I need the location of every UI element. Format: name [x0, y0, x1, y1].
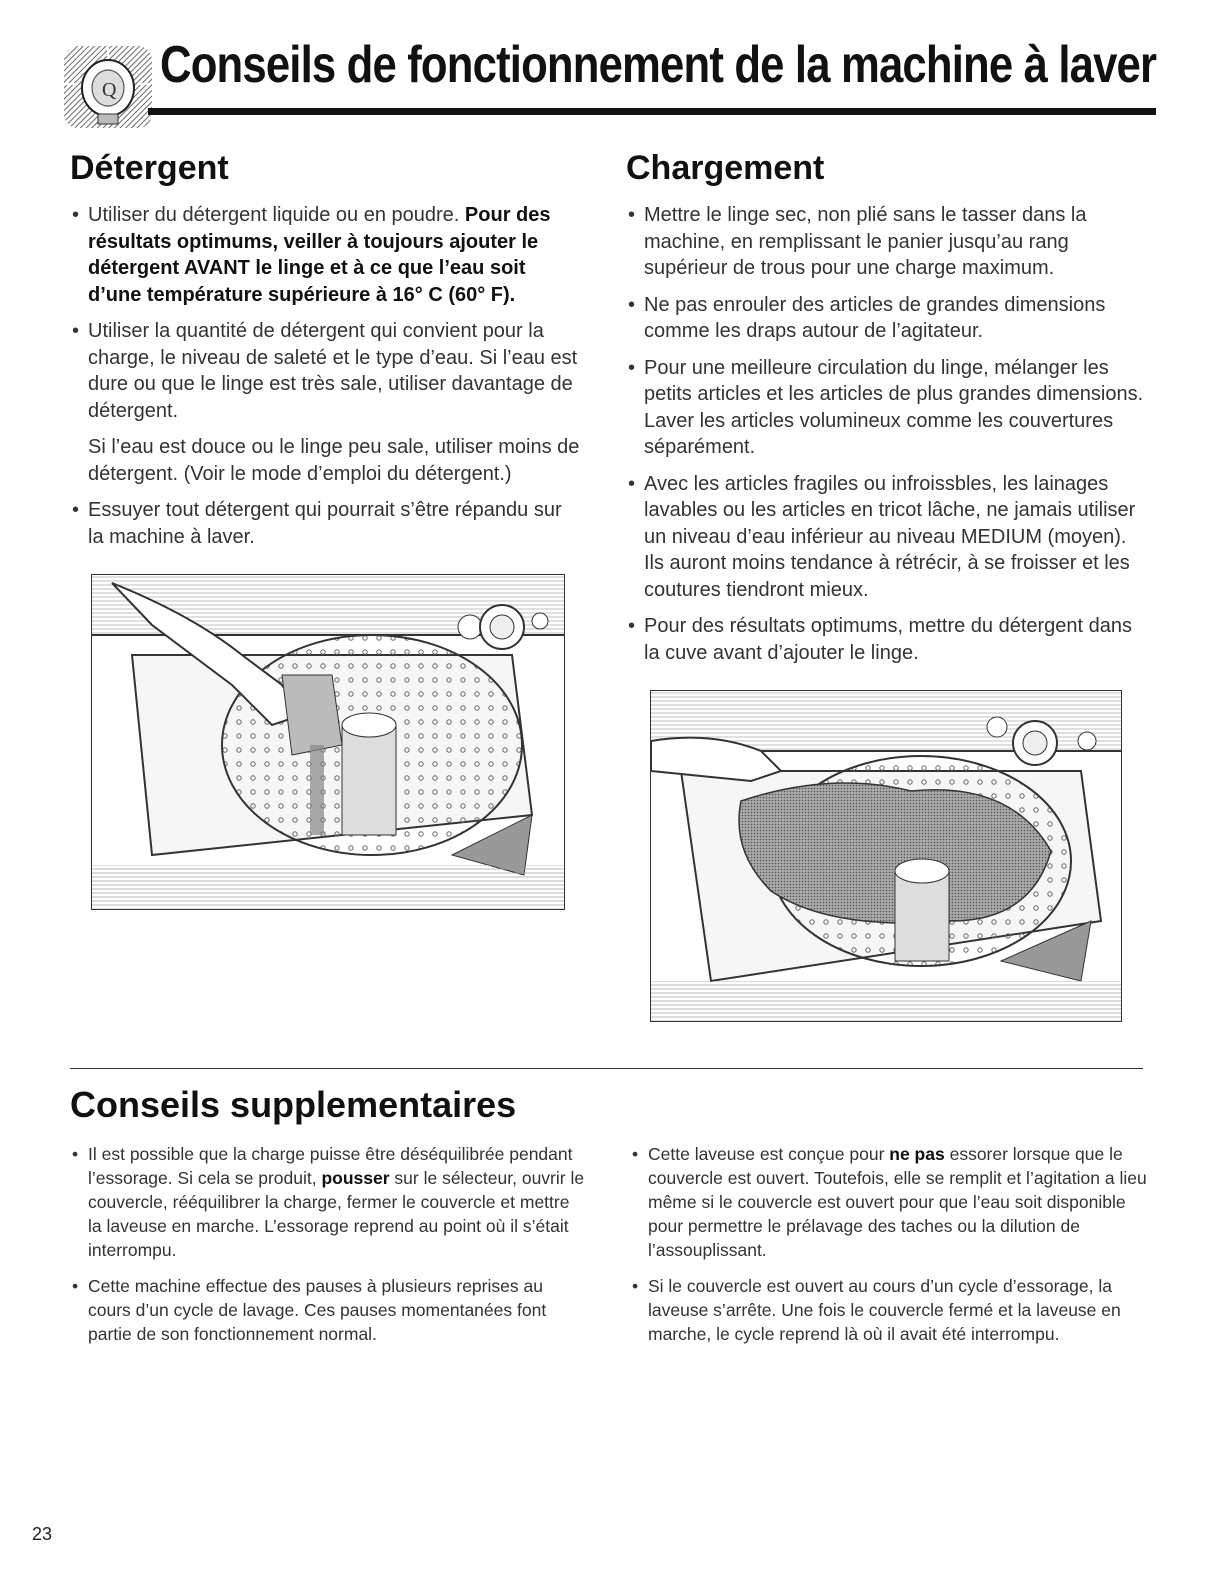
list-item: • Si le couvercle est ouvert au cours d’un cycle d’essorage, la laveuse s’arrête. Une fois le couvercle fermé et la laveuse en marche, le cycle reprend là où il avait été interrompu. — [630, 1274, 1150, 1346]
title-rule — [148, 108, 1156, 115]
list-item: • Mettre le linge sec, non plié sans le tasser dans la machine, en remplissant le panier jusqu’au rang supérieur de trous pour une charge maximum. — [626, 202, 1146, 282]
conseils-right-column — [630, 1142, 1150, 1356]
list-item: • Cette laveuse est conçue pour ne pas essorer lorsque que le couvercle est ouvert. Toutefois, elle se remplit et l’agitation a lieu même si le couvercle est ouvert pour que l’eau soit disponible pour permettre le prélavage des taches ou la dilution de l’assouplissant. — [630, 1142, 1150, 1262]
list-item: • Ne pas enrouler des articles de grandes dimensions comme les draps autour de l’agitateur. — [626, 292, 1146, 345]
list-item: • Utiliser la quantité de détergent qui convient pour la charge, le niveau de saleté et le type d’eau. Si l’eau est dure ou que le linge est très sale, utiliser davantage de détergent. — [70, 318, 580, 424]
loading-heading: Chargement — [626, 149, 825, 187]
list-item: • Pour une meilleure circulation du linge, mélanger les petits articles et les articles de plus grandes dimensions. Laver les articles volumineux comme les couvertures séparément. — [626, 355, 1146, 461]
svg-text:Q: Q — [102, 79, 117, 101]
detergent-heading: Détergent — [70, 149, 229, 187]
section-divider — [70, 1068, 1143, 1069]
loading-section — [626, 148, 1146, 676]
detergent-section — [70, 148, 580, 560]
illustration-adding-detergent — [91, 574, 565, 910]
loading-list — [626, 202, 1146, 666]
conseils-heading: Conseils supplementaires — [70, 1084, 517, 1125]
list-item: • Pour des résultats optimums, mettre du détergent dans la cuve avant d’ajouter le linge. — [626, 613, 1146, 666]
conseils-right-list — [630, 1142, 1150, 1346]
list-item: • Avec les articles fragiles ou infroissbles, les lainages lavables ou les articles en tricot lâche, ne jamais utiliser un niveau d’eau inférieur au niveau MEDIUM (moyen). Ils auront moins tendance à rétrécir, à se froisser et les coutures tiendront mieux. — [626, 471, 1146, 604]
list-item: • Utiliser du détergent liquide ou en poudre. Pour des résultats optimums, veiller à toujours ajouter le détergent AVANT le linge et à ce que l’eau soit d’une température supérieure à 16° C (60° F). — [70, 202, 580, 308]
page-number: 23 — [32, 1524, 53, 1544]
illustration-loading-laundry — [650, 690, 1122, 1022]
list-item: • Essuyer tout détergent qui pourrait s’être répandu sur la machine à laver. — [70, 497, 580, 550]
list-item: • Cette machine effectue des pauses à plusieurs reprises au cours d’un cycle de lavage. Ces pauses momentanées font partie de son fonctionnement normal. — [70, 1274, 585, 1346]
list-item: • Il est possible que la charge puisse être déséquilibrée pendant l’essorage. Si cela se produit, pousser sur le sélecteur, ouvrir le couvercle, rééquilibrer la charge, fermer le couvercle et mettre la laveuse en marche. L’essorage reprend au point où il s’était interrompu. — [70, 1142, 585, 1262]
detergent-list — [70, 202, 580, 550]
page-title: Conseils de fonctionnement de la machine à laver — [160, 36, 1157, 94]
detergent-note: Si l’eau est douce ou le linge peu sale, utiliser moins de détergent. (Voir le mode d’emploi du détergent.) — [88, 436, 580, 485]
lightbulb-tip-icon — [62, 44, 154, 130]
conseils-left-column — [70, 1142, 585, 1356]
conseils-heading-wrap — [70, 1082, 516, 1128]
conseils-left-list — [70, 1142, 585, 1346]
